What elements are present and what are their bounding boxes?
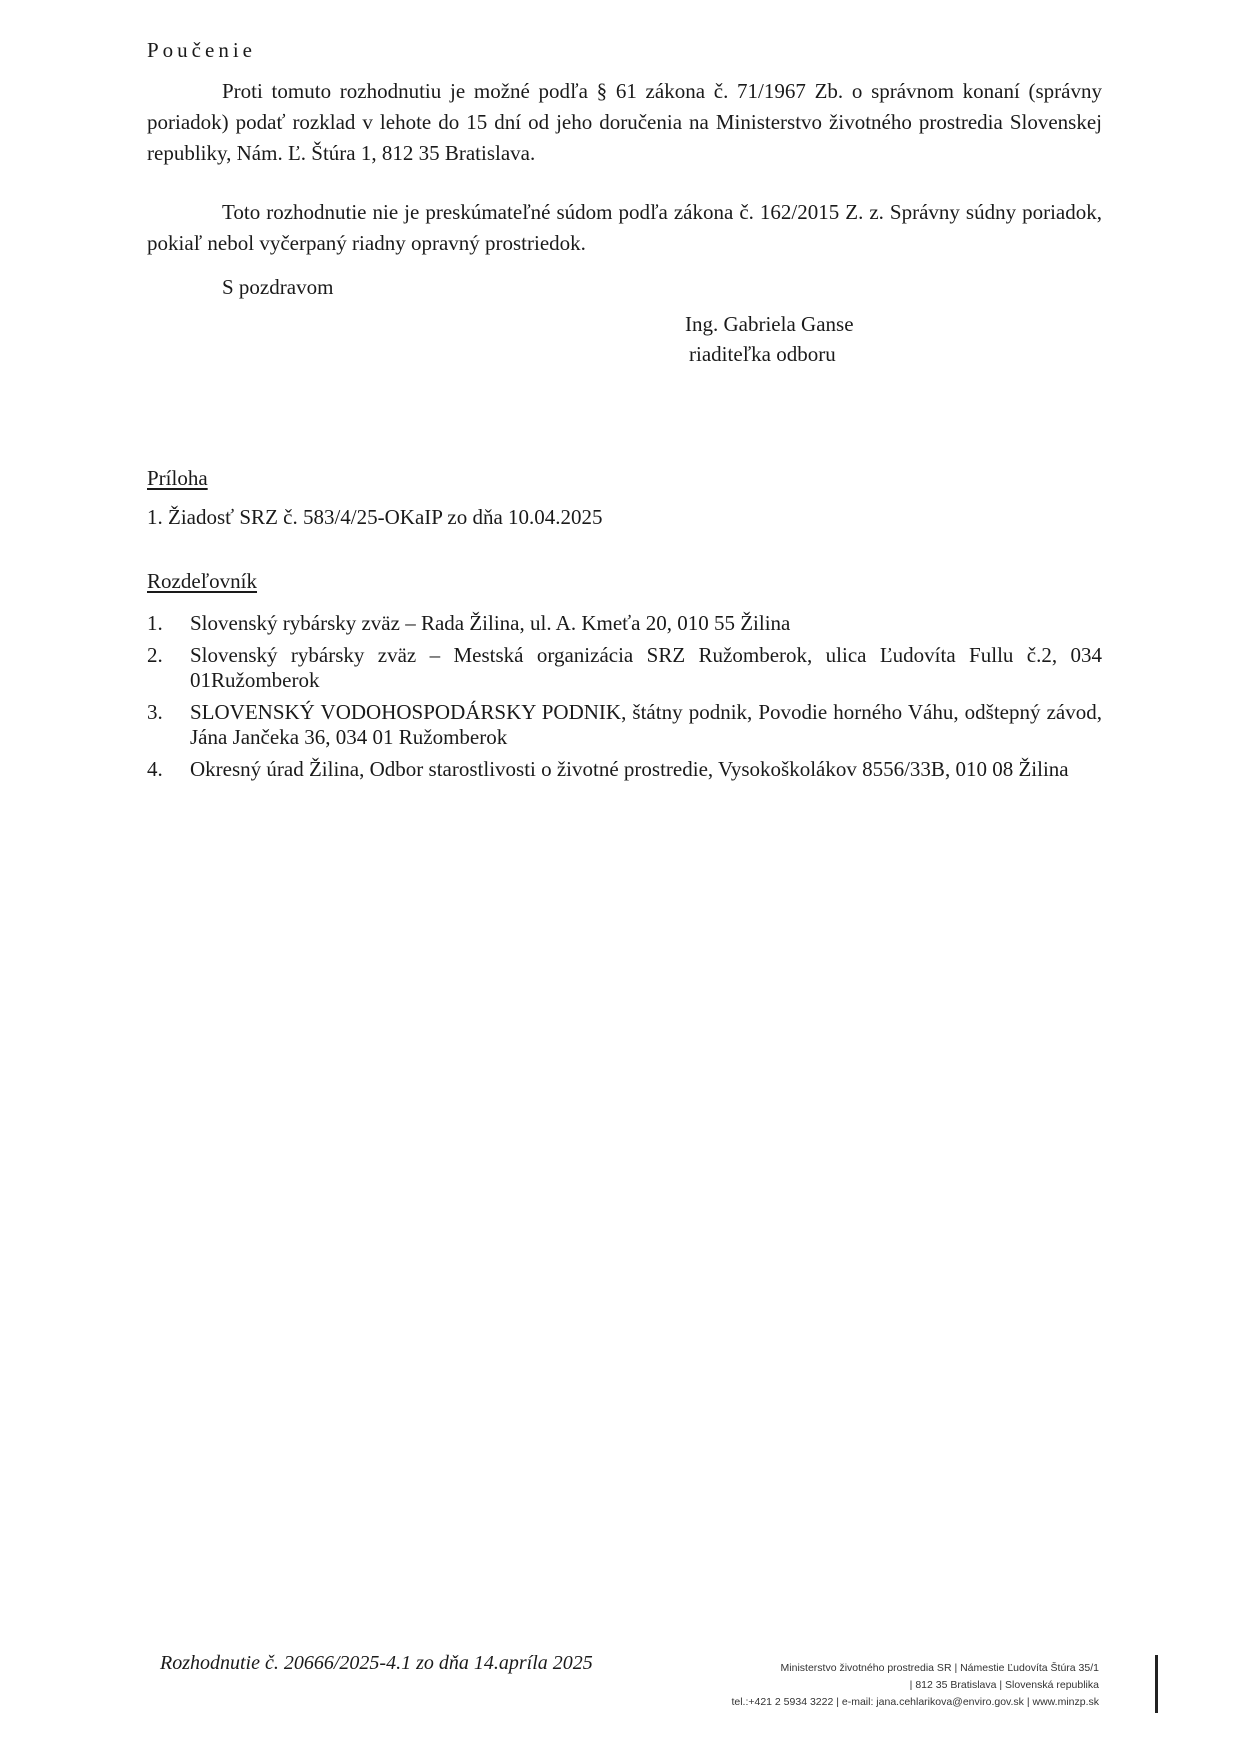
distribution-item-number: 3. <box>147 700 163 724</box>
paragraph-appeal-text: Proti tomuto rozhodnutiu je možné podľa § 61 zákona č. 71/1967 Zb. o správnom konaní (správny poriadok) podať rozklad v lehote do 15 dní od jeho doručenia na Ministerstvo životného prostredia Slovenskej republiky, Nám. Ľ. Štúra 1, 812 35 Bratislava. <box>147 79 1102 165</box>
paragraph-appeal <box>147 76 1102 169</box>
footer-contact-line-2: | 812 35 Bratislava | Slovenská republika <box>909 1679 1099 1691</box>
distribution-item <box>147 757 1102 782</box>
footer-contact-line-1: Ministerstvo životného prostredia SR | Námestie Ľudovíta Štúra 35/1 <box>780 1662 1099 1674</box>
footer-divider <box>1155 1655 1158 1713</box>
attachment-title: Príloha <box>147 466 208 490</box>
distribution-title: Rozdeľovník <box>147 569 258 593</box>
distribution-item-text: SLOVENSKÝ VODOHOSPODÁRSKY PODNIK, štátny podnik, Povodie horného Váhu, odštepný závod, Jána Jančeka 36, 034 01 Ružomberok <box>190 700 1102 749</box>
attachment-item: 1. Žiadosť SRZ č. 583/4/25-OKaIP zo dňa 10.04.2025 <box>147 505 603 529</box>
greeting: S pozdravom <box>222 275 334 299</box>
footer-contact-line-3: tel.:+421 2 5934 3222 | e-mail: jana.cehlarikova@enviro.gov.sk | www.minzp.sk <box>731 1696 1099 1708</box>
distribution-item-number: 2. <box>147 643 163 667</box>
paragraph-court-review <box>147 197 1102 259</box>
footer-contact <box>731 1660 1099 1711</box>
signature-block <box>685 309 854 369</box>
distribution-item-number: 1. <box>147 611 163 635</box>
distribution-list <box>147 611 1102 789</box>
heading-poucenie: Poučenie <box>147 38 256 62</box>
distribution-item-text: Slovenský rybársky zväz – Mestská organizácia SRZ Ružomberok, ulica Ľudovíta Fullu č.2, 034 01Ružomberok <box>190 643 1102 692</box>
distribution-item <box>147 611 1102 636</box>
distribution-item <box>147 643 1102 693</box>
distribution-item-text: Okresný úrad Žilina, Odbor starostlivosti o životné prostredie, Vysokoškolákov 8556/33B, 010 08 Žilina <box>190 757 1069 781</box>
footer-decision-reference: Rozhodnutie č. 20666/2025-4.1 zo dňa 14.apríla 2025 <box>160 1652 593 1674</box>
distribution-item-number: 4. <box>147 757 163 781</box>
distribution-item <box>147 700 1102 750</box>
paragraph-court-review-text: Toto rozhodnutie nie je preskúmateľné súdom podľa zákona č. 162/2015 Z. z. Správny súdny poriadok, pokiaľ nebol vyčerpaný riadny opravný prostriedok. <box>147 200 1102 255</box>
distribution-item-text: Slovenský rybársky zväz – Rada Žilina, ul. A. Kmeťa 20, 010 55 Žilina <box>190 611 791 635</box>
signature-name: Ing. Gabriela Ganse <box>685 312 854 336</box>
signature-role: riaditeľka odboru <box>689 342 836 366</box>
